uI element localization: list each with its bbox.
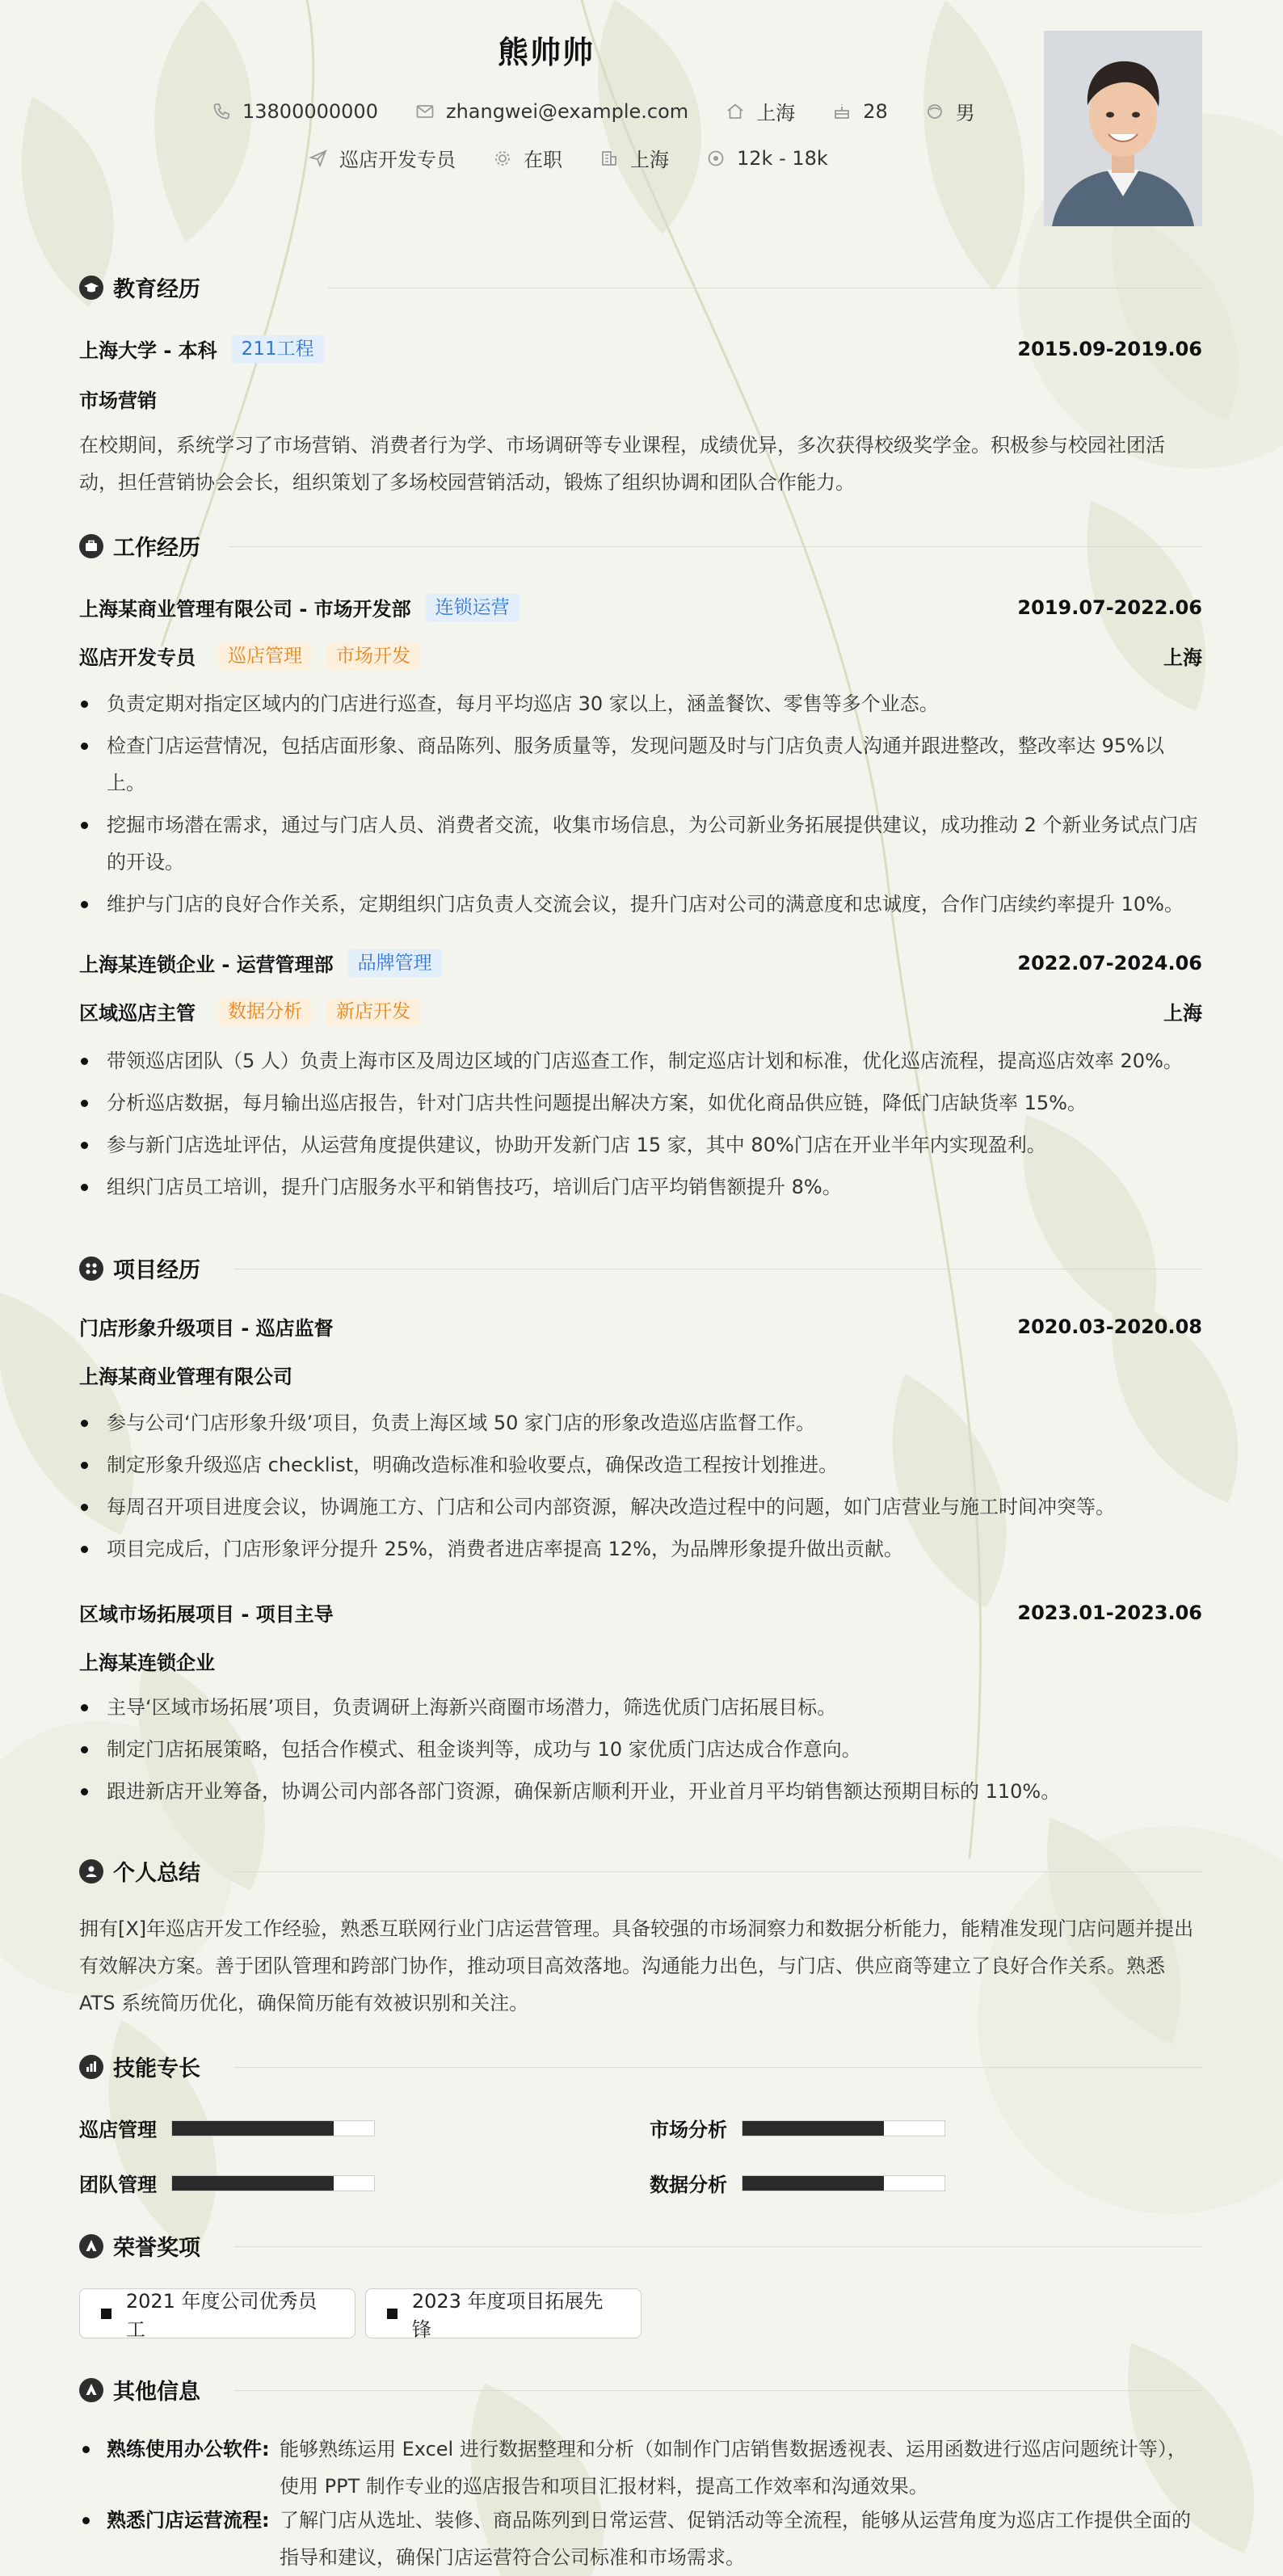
gender-item [925, 97, 975, 125]
list-item: 维护与门店的良好合作关系，定期组织门店负责人交流会议，提升门店对公司的满意度和忠诚度，合作门店续约率提升 10%。 [79, 886, 1202, 923]
skill-bar-fill [172, 2176, 334, 2191]
work-2-tag: 品牌管理 [348, 949, 442, 977]
school-name: 上海大学 - 本科 [79, 339, 217, 362]
location-text: 上海 [756, 102, 796, 124]
phone-icon [212, 102, 231, 121]
square-bullet-icon [101, 2309, 111, 2319]
project-1-bullets [79, 1404, 1202, 1572]
work-2-skill-tag: 新店开发 [326, 998, 420, 1025]
school-tag: 211工程 [232, 335, 324, 363]
project-2-bullets [79, 1689, 1202, 1815]
send-icon [309, 149, 328, 168]
gender-icon [925, 102, 944, 121]
major-row [79, 385, 1202, 413]
list-item: 跟进新店开业筹备，协调公司内部各部门资源，确保新店顺利开业，开业首月平均销售额达预期目标的 110%。 [79, 1773, 1202, 1810]
candidate-name: 熊帅帅 [497, 35, 595, 70]
other-item-label: 熟练使用办公软件: [107, 2438, 270, 2460]
work-1-bullets [79, 685, 1202, 928]
list-item: 项目完成后，门店形象评分提升 25%，消费者进店率提高 12%，为品牌形象提升做出贡献。 [79, 1530, 1202, 1568]
other-section-title [79, 2374, 200, 2406]
list-item: 制定形象升级巡店 checklist，明确改造标准和验收要点，确保改造工程按计划推进。 [79, 1446, 1202, 1484]
honor-text: 2023 年度项目拓展先锋 [411, 2290, 604, 2341]
skill-item [79, 2169, 375, 2197]
work-2-position-row [79, 997, 1202, 1025]
project-2-org-row [79, 1647, 1202, 1675]
skill-name: 团队管理 [79, 2174, 157, 2196]
info-icon [79, 2378, 103, 2402]
phone-text: 13800000000 [242, 99, 378, 123]
phone-item [212, 100, 378, 123]
list-item: 参与新门店选址评估，从运营角度提供建议，协助开发新门店 15 家，其中 80%门店在开业半年内实现盈利。 [79, 1126, 1202, 1164]
email-text: zhangwei@example.com [445, 99, 689, 123]
bar-chart-icon [79, 2055, 103, 2079]
skill-name: 市场分析 [650, 2119, 727, 2141]
skill-item [79, 2114, 375, 2142]
email-icon [415, 102, 435, 121]
other-item-label: 熟悉门店运营流程: [107, 2509, 270, 2532]
age-item [832, 100, 888, 123]
work-1-position-row [79, 642, 1202, 670]
project-2-org: 上海某连锁企业 [79, 1652, 215, 1674]
skill-item [650, 2169, 945, 2197]
cake-icon [832, 102, 852, 121]
grid-icon [79, 1256, 103, 1281]
project-1-org: 上海某商业管理有限公司 [79, 1366, 292, 1388]
project-2-period: 2023.01-2023.06 [1017, 1601, 1202, 1624]
target-city-item [599, 144, 669, 172]
list-item: 挖掘市场潜在需求，通过与门店人员、消费者交流，收集市场信息，为公司新业务拓展提供建议，成功推动 2 个新业务试点门店的开设。 [79, 806, 1202, 881]
other-item-text: 了解门店从选址、装修、商品陈列到日常运营、促销活动等全流程，能够从运营角度为巡店工作提供全面的指导和建议，确保门店运营符合公司标准和市场需求。 [280, 2509, 1191, 2569]
other-item [79, 2502, 1202, 2576]
honor-text: 2021 年度公司优秀员工 [125, 2290, 318, 2341]
project-2-header-row [79, 1598, 1202, 1627]
project-1-header-row [79, 1312, 1202, 1341]
project-1-org-row [79, 1361, 1202, 1389]
gender-text: 男 [955, 102, 975, 124]
user-icon [79, 1859, 103, 1884]
work-1-position: 巡店开发专员 [79, 646, 196, 669]
skills-section-title [79, 2051, 200, 2082]
other-heading: 其他信息 [113, 2380, 200, 2405]
gear-icon [493, 149, 512, 168]
work-1-city: 上海 [1163, 646, 1202, 669]
project-1-period: 2020.03-2020.08 [1017, 1315, 1202, 1338]
work-heading: 工作经历 [113, 536, 200, 561]
target-city-text: 上海 [630, 149, 669, 171]
list-item: 参与公司‘门店形象升级’项目，负责上海区域 50 家门店的形象改造巡店监督工作。 [79, 1404, 1202, 1442]
major-name: 市场营销 [79, 389, 157, 412]
divider [234, 2246, 1202, 2247]
divider [234, 2390, 1202, 2391]
list-item: 制定门店拓展策略，包括合作模式、租金谈判等，成功与 10 家优质门店达成合作意向。 [79, 1731, 1202, 1768]
education-heading: 教育经历 [113, 277, 200, 302]
skill-bar [742, 2120, 945, 2136]
projects-heading: 项目经历 [113, 1258, 200, 1283]
home-icon [726, 102, 745, 121]
other-item [79, 2431, 1202, 2505]
award-icon [79, 2234, 103, 2258]
skill-bar-fill [172, 2121, 334, 2136]
skill-bar [171, 2120, 375, 2136]
work-1-skill-tag: 巡店管理 [218, 642, 312, 670]
project-1-name: 门店形象升级项目 - 巡店监督 [79, 1317, 334, 1340]
honor-badge [365, 2288, 642, 2341]
skill-bar [742, 2175, 945, 2191]
avatar-illustration [1044, 31, 1202, 226]
honor-badge [79, 2288, 355, 2341]
building-icon [599, 149, 619, 168]
honors-heading: 荣誉奖项 [113, 2236, 200, 2261]
graduation-cap-icon [79, 276, 103, 300]
divider [234, 2067, 1202, 2068]
honors-section-title [79, 2230, 200, 2262]
target-job-item [309, 144, 456, 172]
project-2-name: 区域市场拓展项目 - 项目主导 [79, 1603, 334, 1626]
divider [229, 546, 1202, 547]
list-item: 组织门店员工培训，提升门店服务水平和销售技巧，培训后门店平均销售额提升 8%。 [79, 1168, 1202, 1206]
work-1-skill-tag: 市场开发 [326, 642, 420, 670]
education-period: 2015.09-2019.06 [1017, 337, 1202, 360]
work-1-company: 上海某商业管理有限公司 - 市场开发部 [79, 598, 411, 621]
square-bullet-icon [387, 2309, 398, 2319]
target-job-text: 巡店开发专员 [339, 149, 456, 171]
other-item-text: 能够熟练运用 Excel 进行数据整理和分析（如制作门店销售数据透视表、运用函数进行巡店问题统计等），使用 PPT 制作专业的巡店报告和项目汇报材料，提高工作效率和沟通效果。 [280, 2438, 1187, 2498]
salary-item [706, 147, 828, 170]
work-2-company: 上海某连锁企业 - 运营管理部 [79, 953, 334, 976]
skill-name: 数据分析 [650, 2174, 727, 2196]
list-item: 主导‘区域市场拓展’项目，负责调研上海新兴商圈市场潜力，筛选优质门店拓展目标。 [79, 1689, 1202, 1726]
email-item [415, 100, 688, 123]
work-2-city: 上海 [1163, 1002, 1202, 1025]
education-section-title [79, 271, 200, 303]
work-2-period: 2022.07-2024.06 [1017, 951, 1202, 974]
education-header-row [79, 335, 1202, 363]
salary-text: 12k - 18k [737, 146, 828, 170]
work-1-header-row [79, 593, 1202, 621]
summary-section-title [79, 1855, 200, 1887]
work-2-position: 区域巡店主管 [79, 1002, 196, 1025]
skill-bar-fill [742, 2121, 884, 2136]
list-item: 负责定期对指定区域内的门店进行巡查，每月平均巡店 30 家以上，涵盖餐饮、零售等多个业态。 [79, 685, 1202, 722]
education-description: 在校期间，系统学习了市场营销、消费者行为学、市场调研等专业课程，成绩优异，多次获得校级奖学金。积极参与校园社团活动，担任营销协会会长，组织策划了多场校园营销活动，锻炼了组织协调和团队合作能力。 [79, 434, 1165, 494]
location-item [726, 97, 795, 125]
work-2-skill-tag: 数据分析 [218, 998, 312, 1025]
skill-bar-fill [742, 2176, 884, 2191]
age-text: 28 [863, 99, 888, 123]
money-icon [706, 149, 726, 168]
list-item: 带领巡店团队（5 人）负责上海市区及周边区域的门店巡查工作，制定巡店计划和标准，优化巡店流程，提高巡店效率 20%。 [79, 1042, 1202, 1080]
contact-row [212, 97, 975, 125]
briefcase-icon [79, 534, 103, 558]
work-2-header-row [79, 949, 1202, 977]
job-status-text: 在职 [524, 149, 562, 171]
skills-heading: 技能专长 [113, 2056, 200, 2081]
list-item: 检查门店运营情况，包括店面形象、商品陈列、服务质量等，发现问题及时与门店负责人沟通并跟进整改，整改率达 95%以上。 [79, 727, 1202, 802]
list-item: 每周召开项目进度会议，协调施工方、门店和公司内部资源，解决改造过程中的问题，如门店营业与施工时间冲突等。 [79, 1488, 1202, 1526]
skill-bar [171, 2175, 375, 2191]
work-1-tag: 连锁运营 [426, 594, 520, 621]
divider [234, 1871, 1202, 1872]
work-section-title [79, 530, 200, 562]
work-1-period: 2019.07-2022.06 [1017, 596, 1202, 619]
job-intent-row [309, 144, 828, 172]
projects-section-title [79, 1252, 200, 1284]
list-item: 分析巡店数据，每月输出巡店报告，针对门店共性问题提出解决方案，如优化商品供应链，降低门店缺货率 15%。 [79, 1084, 1202, 1122]
profile-photo [1044, 31, 1202, 226]
work-2-bullets [79, 1042, 1202, 1210]
skill-item [650, 2114, 945, 2142]
summary-heading: 个人总结 [113, 1861, 200, 1886]
skill-name: 巡店管理 [79, 2119, 157, 2141]
summary-text: 拥有[X]年巡店开发工作经验，熟悉互联网行业门店运营管理。具备较强的市场洞察力和数据分析能力，能精准发现门店问题并提出有效解决方案。善于团队管理和跨部门协作，推动项目高效落地。沟通能力出色，与门店、供应商等建立了良好合作关系。熟悉 ATS 系统简历优化，确保简历能有效被识别和关注。 [79, 1917, 1194, 2014]
job-status-item [493, 144, 562, 172]
